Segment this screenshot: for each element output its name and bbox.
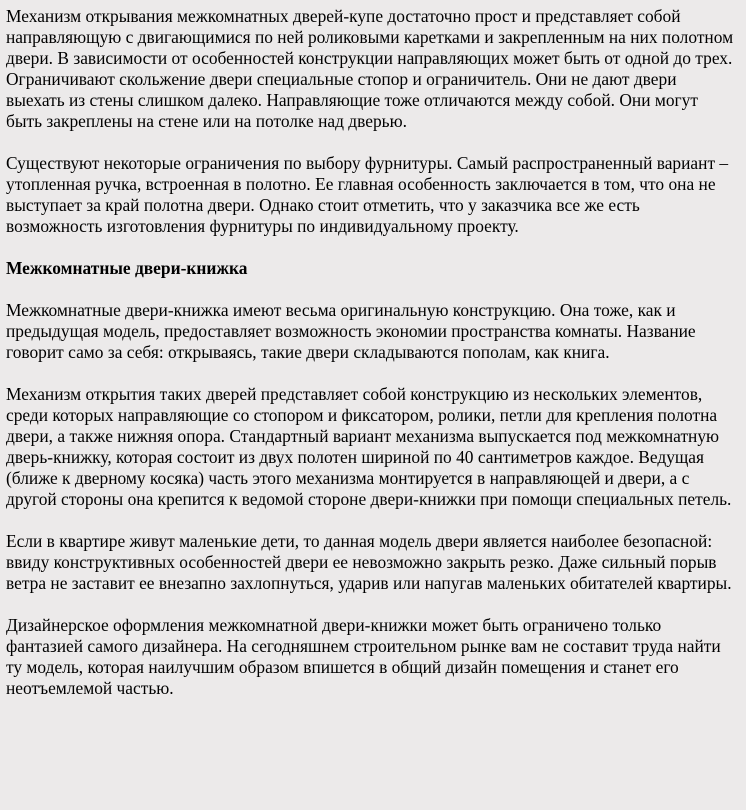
paragraph-spacer (6, 594, 738, 615)
section-heading: Межкомнатные двери-книжка (6, 258, 248, 278)
paragraph-spacer (6, 510, 738, 531)
paragraph-spacer (6, 363, 738, 384)
paragraph-sliding-door-mechanism: Механизм открывания межкомнатных дверей-купе достаточно прост и представляет собой направляющую с двигающимися по ней роликовыми каретками и закрепленным на них полотном двери. В зависимости от особенностей конструкции направляющих может быть от одной до трех. Ограничивают скольжение двери специальные стопор и ограничитель. Они не дают двери выехать из стены слишком далеко. Направляющие тоже отличаются между собой. Они могут быть закреплены на стене или на потолке над дверью. (6, 6, 734, 131)
paragraph-child-safety: Если в квартире живут маленькие дети, то данная модель двери является наиболее безопасной: ввиду конструктивных особенностей двери ее невозможно закрыть резко. Даже сильный порыв ветра не заставит ее внезапно захлопнуться, ударив или напугав маленьких обитателей квартиры. (6, 531, 732, 593)
paragraph-spacer (6, 237, 738, 258)
paragraph-spacer (6, 132, 738, 153)
paragraph-spacer (6, 279, 738, 300)
paragraph-folding-door-mechanism: Механизм открытия таких дверей представляет собой конструкцию из нескольких элементов, среди которых направляющие со стопором и фиксатором, ролики, петли для крепления полотна двери, а также нижняя опора. Стандартный вариант механизма выпускается под межкомнатную дверь-книжку, которая состоит из двух полотен шириной по 40 сантиметров каждое. Ведущая (ближе к дверному косяка) часть этого механизма монтируется в направляющей и двери, а с другой стороны она крепится к ведомой стороне двери-книжки при помощи специальных петель. (6, 384, 732, 509)
paragraph-folding-door-intro: Межкомнатные двери-книжка имеют весьма оригинальную конструкцию. Она тоже, как и предыдущая модель, предоставляет возможность экономии пространства комнаты. Название говорит само за себя: открываясь, такие двери складываются пополам, как книга. (6, 300, 696, 362)
paragraph-design: Дизайнерское оформления межкомнатной двери-книжки может быть ограничено только фантазией самого дизайнера. На сегодняшнем строительном рынке вам не составит труда найти ту модель, которая наилучшим образом впишется в общий дизайн помещения и станет его неотъемлемой частью. (6, 615, 721, 698)
paragraph-hardware-options: Существуют некоторые ограничения по выбору фурнитуры. Самый распространенный вариант – утопленная ручка, встроенная в полотно. Ее главная особенность заключается в том, что она не выступает за край полотна двери. Однако стоит отметить, что у заказчика все же есть возможность изготовления фурнитуры по индивидуальному проекту. (6, 153, 729, 236)
